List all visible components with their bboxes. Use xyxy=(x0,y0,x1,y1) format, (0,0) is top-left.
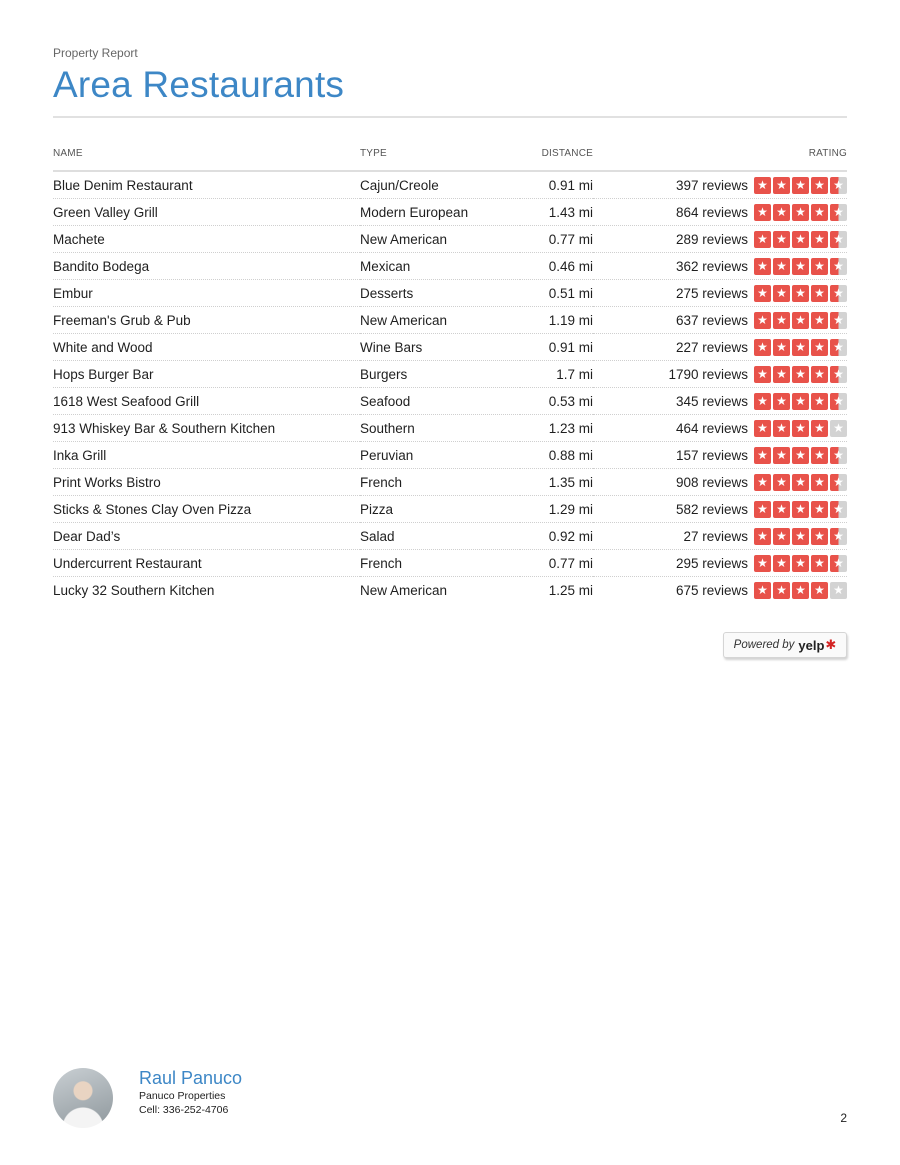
star-icon: ★ xyxy=(792,258,809,275)
star-icon: ★ xyxy=(811,312,828,329)
star-icon: ★ xyxy=(792,393,809,410)
table-row xyxy=(53,469,847,496)
star-icon: ★ xyxy=(754,555,771,572)
star-icon: ★ xyxy=(773,285,790,302)
star-icon: ★ xyxy=(792,366,809,383)
star-icon: ★ xyxy=(792,231,809,248)
restaurant-type: French xyxy=(360,550,520,577)
star-icon: ★ xyxy=(792,204,809,221)
star-icon: ★ xyxy=(754,231,771,248)
star-icon: ★ xyxy=(830,258,847,275)
restaurant-name: Inka Grill xyxy=(53,442,360,469)
table-row xyxy=(53,280,847,307)
restaurant-name: Lucky 32 Southern Kitchen xyxy=(53,582,215,598)
star-icon: ★ xyxy=(830,582,847,599)
star-icon: ★ xyxy=(754,258,771,275)
restaurant-rating xyxy=(593,388,847,415)
star-icon: ★ xyxy=(754,528,771,545)
restaurant-name: Hops Burger Bar xyxy=(53,361,360,388)
star-icon: ★ xyxy=(792,420,809,437)
restaurant-distance: 1.19 mi xyxy=(520,307,593,334)
column-header-type: TYPE xyxy=(360,146,520,171)
star-icon: ★ xyxy=(811,285,828,302)
restaurant-type: Cajun/Creole xyxy=(360,171,520,199)
star-icon: ★ xyxy=(773,312,790,329)
star-icon: ★ xyxy=(773,231,790,248)
rating-group xyxy=(593,528,847,545)
table-header-row xyxy=(53,146,847,171)
star-icon: ★ xyxy=(811,501,828,518)
restaurant-rating xyxy=(593,550,847,577)
powered-by-yelp-badge[interactable] xyxy=(723,632,847,658)
star-icon: ★ xyxy=(811,393,828,410)
restaurant-distance: 0.77 mi xyxy=(520,226,593,253)
yelp-logo: yelp xyxy=(798,637,825,653)
restaurants-table xyxy=(53,146,847,603)
powered-by-label: Powered by xyxy=(733,639,795,651)
star-icon: ★ xyxy=(811,366,828,383)
review-count: 362 reviews xyxy=(675,258,748,274)
star-icon: ★ xyxy=(773,393,790,410)
star-rating xyxy=(754,285,847,302)
restaurant-type: Desserts xyxy=(360,280,520,307)
review-count: 1790 reviews xyxy=(668,366,748,382)
star-icon: ★ xyxy=(830,177,847,194)
star-icon: ★ xyxy=(811,474,828,491)
star-icon: ★ xyxy=(754,366,771,383)
star-icon: ★ xyxy=(830,339,847,356)
restaurant-distance: 1.7 mi xyxy=(520,361,593,388)
review-count: 675 reviews xyxy=(675,582,748,598)
table-row xyxy=(53,577,847,604)
agent-name: Raul Panuco xyxy=(139,1068,243,1088)
star-icon: ★ xyxy=(811,204,828,221)
review-count: 275 reviews xyxy=(675,285,748,301)
star-rating xyxy=(754,177,847,194)
rating-group xyxy=(593,582,847,599)
restaurant-rating xyxy=(593,226,847,253)
star-icon: ★ xyxy=(773,204,790,221)
restaurant-distance: 1.25 mi xyxy=(548,582,593,598)
rating-group xyxy=(593,231,847,248)
star-icon: ★ xyxy=(773,528,790,545)
rating-group xyxy=(593,474,847,491)
restaurant-rating xyxy=(593,307,847,334)
star-rating xyxy=(754,366,847,383)
restaurant-name: Blue Denim Restaurant xyxy=(53,171,360,199)
restaurant-type: New American xyxy=(360,226,520,253)
restaurant-type: French xyxy=(360,469,520,496)
star-rating xyxy=(754,258,847,275)
star-icon: ★ xyxy=(792,501,809,518)
star-rating xyxy=(754,339,847,356)
star-icon: ★ xyxy=(830,501,847,518)
restaurant-rating xyxy=(593,361,847,388)
star-icon: ★ xyxy=(754,501,771,518)
page-title: Area Restaurants xyxy=(53,64,345,105)
table-row xyxy=(53,415,847,442)
rating-group xyxy=(593,447,847,464)
rating-group xyxy=(593,366,847,383)
star-icon: ★ xyxy=(811,231,828,248)
star-icon: ★ xyxy=(792,474,809,491)
table-row xyxy=(53,442,847,469)
star-icon: ★ xyxy=(754,420,771,437)
table-row xyxy=(53,226,847,253)
star-icon: ★ xyxy=(811,447,828,464)
rating-group xyxy=(593,177,847,194)
rating-group xyxy=(593,339,847,356)
restaurant-name: Undercurrent Restaurant xyxy=(53,550,360,577)
column-header-distance: DISTANCE xyxy=(520,146,593,171)
restaurant-type: Pizza xyxy=(360,496,520,523)
table-row xyxy=(53,388,847,415)
agent-cell-phone: Cell: 336-252-4706 xyxy=(139,1104,229,1116)
restaurant-name: Dear Dad’s xyxy=(53,523,360,550)
restaurant-name: 913 Whiskey Bar & Southern Kitchen xyxy=(53,415,360,442)
restaurant-name: Machete xyxy=(53,226,360,253)
star-icon: ★ xyxy=(830,312,847,329)
restaurant-rating xyxy=(593,171,847,199)
star-rating xyxy=(754,501,847,518)
report-subtitle: Property Report xyxy=(53,46,138,60)
restaurant-distance: 0.91 mi xyxy=(520,171,593,199)
star-rating xyxy=(754,231,847,248)
star-icon: ★ xyxy=(773,582,790,599)
review-count: 27 reviews xyxy=(683,528,748,544)
star-rating xyxy=(754,420,847,437)
table-row xyxy=(53,307,847,334)
star-rating xyxy=(754,474,847,491)
star-icon: ★ xyxy=(811,420,828,437)
review-count: 582 reviews xyxy=(675,501,748,517)
restaurant-distance: 1.29 mi xyxy=(520,496,593,523)
restaurant-rating xyxy=(593,496,847,523)
restaurant-type: Mexican xyxy=(360,253,520,280)
star-rating xyxy=(754,582,847,599)
review-count: 864 reviews xyxy=(675,204,748,220)
star-icon: ★ xyxy=(811,528,828,545)
review-count: 464 reviews xyxy=(675,420,748,436)
star-icon: ★ xyxy=(792,582,809,599)
table-row xyxy=(53,199,847,226)
star-icon: ★ xyxy=(792,339,809,356)
title-divider xyxy=(53,116,847,118)
restaurant-rating xyxy=(593,577,847,604)
rating-group xyxy=(593,204,847,221)
star-icon: ★ xyxy=(830,555,847,572)
table-row xyxy=(53,334,847,361)
star-icon: ★ xyxy=(830,366,847,383)
restaurant-distance: 1.23 mi xyxy=(520,415,593,442)
restaurant-type: New American xyxy=(360,307,520,334)
star-icon: ★ xyxy=(754,177,771,194)
review-count: 295 reviews xyxy=(675,555,748,571)
column-header-rating: RATING xyxy=(593,146,847,171)
restaurant-type: Peruvian xyxy=(360,442,520,469)
star-icon: ★ xyxy=(792,447,809,464)
star-icon: ★ xyxy=(773,258,790,275)
restaurant-distance: 0.53 mi xyxy=(520,388,593,415)
restaurant-rating xyxy=(593,523,847,550)
star-icon: ★ xyxy=(773,366,790,383)
avatar xyxy=(53,1068,113,1128)
restaurant-name: Freeman's Grub & Pub xyxy=(53,307,360,334)
star-icon: ★ xyxy=(754,447,771,464)
star-icon: ★ xyxy=(773,474,790,491)
star-icon: ★ xyxy=(830,447,847,464)
star-rating xyxy=(754,555,847,572)
star-icon: ★ xyxy=(811,339,828,356)
table-row xyxy=(53,523,847,550)
star-icon: ★ xyxy=(773,339,790,356)
review-count: 227 reviews xyxy=(675,339,748,355)
star-icon: ★ xyxy=(792,555,809,572)
star-icon: ★ xyxy=(754,339,771,356)
restaurant-rating xyxy=(593,415,847,442)
restaurant-name: Green Valley Grill xyxy=(53,199,360,226)
review-count: 345 reviews xyxy=(675,393,748,409)
restaurant-name: Sticks & Stones Clay Oven Pizza xyxy=(53,496,360,523)
star-rating xyxy=(754,393,847,410)
restaurant-name: White and Wood xyxy=(53,334,360,361)
restaurant-type: New American xyxy=(360,582,448,598)
restaurant-name: 1618 West Seafood Grill xyxy=(53,388,360,415)
star-icon: ★ xyxy=(830,231,847,248)
star-rating xyxy=(754,447,847,464)
agent-company: Panuco Properties xyxy=(139,1090,226,1102)
restaurant-rating xyxy=(593,334,847,361)
star-icon: ★ xyxy=(754,285,771,302)
restaurant-distance: 0.46 mi xyxy=(520,253,593,280)
star-icon: ★ xyxy=(754,204,771,221)
restaurant-name: Embur xyxy=(53,280,360,307)
star-icon: ★ xyxy=(754,582,771,599)
star-icon: ★ xyxy=(811,177,828,194)
restaurants-table-body xyxy=(53,171,847,603)
column-header-name: NAME xyxy=(53,146,360,171)
review-count: 157 reviews xyxy=(675,447,748,463)
restaurant-type: Seafood xyxy=(360,388,520,415)
restaurant-distance: 1.35 mi xyxy=(520,469,593,496)
page-number: 2 xyxy=(840,1111,847,1125)
star-icon: ★ xyxy=(773,420,790,437)
restaurant-type: Modern European xyxy=(360,199,520,226)
table-row xyxy=(53,171,847,199)
rating-group xyxy=(593,393,847,410)
restaurant-rating xyxy=(593,469,847,496)
star-icon: ★ xyxy=(754,393,771,410)
star-icon: ★ xyxy=(811,555,828,572)
star-icon: ★ xyxy=(830,393,847,410)
star-icon: ★ xyxy=(773,177,790,194)
restaurant-rating xyxy=(593,199,847,226)
star-icon: ★ xyxy=(773,501,790,518)
yelp-burst-icon: ✱ xyxy=(825,637,837,652)
star-icon: ★ xyxy=(754,474,771,491)
star-icon: ★ xyxy=(811,582,828,599)
star-icon: ★ xyxy=(792,177,809,194)
star-icon: ★ xyxy=(830,528,847,545)
review-count: 289 reviews xyxy=(675,231,748,247)
restaurant-rating xyxy=(593,442,847,469)
review-count: 908 reviews xyxy=(675,474,748,490)
restaurant-name: Bandito Bodega xyxy=(53,253,360,280)
table-row xyxy=(53,550,847,577)
rating-group xyxy=(593,555,847,572)
restaurant-type: Burgers xyxy=(360,361,520,388)
restaurant-distance: 0.91 mi xyxy=(520,334,593,361)
table-row xyxy=(53,253,847,280)
restaurant-type: Salad xyxy=(360,523,520,550)
restaurant-distance: 1.43 mi xyxy=(520,199,593,226)
review-count: 397 reviews xyxy=(675,177,748,193)
restaurant-type: Wine Bars xyxy=(360,334,520,361)
table-row xyxy=(53,361,847,388)
table-row xyxy=(53,496,847,523)
rating-group xyxy=(593,285,847,302)
star-icon: ★ xyxy=(792,528,809,545)
review-count: 637 reviews xyxy=(675,312,748,328)
star-icon: ★ xyxy=(830,420,847,437)
restaurant-name: Print Works Bistro xyxy=(53,469,360,496)
rating-group xyxy=(593,420,847,437)
star-rating xyxy=(754,204,847,221)
rating-group xyxy=(593,258,847,275)
report-page xyxy=(53,0,847,1165)
star-icon: ★ xyxy=(830,285,847,302)
restaurant-distance: 0.51 mi xyxy=(520,280,593,307)
star-rating xyxy=(754,312,847,329)
restaurant-distance: 0.88 mi xyxy=(520,442,593,469)
star-icon: ★ xyxy=(830,474,847,491)
restaurant-distance: 0.92 mi xyxy=(520,523,593,550)
star-rating xyxy=(754,528,847,545)
restaurant-rating xyxy=(593,253,847,280)
star-icon: ★ xyxy=(773,555,790,572)
restaurant-type: Southern xyxy=(360,415,520,442)
rating-group xyxy=(593,312,847,329)
star-icon: ★ xyxy=(792,285,809,302)
restaurant-rating xyxy=(593,280,847,307)
rating-group xyxy=(593,501,847,518)
star-icon: ★ xyxy=(773,447,790,464)
star-icon: ★ xyxy=(811,258,828,275)
star-icon: ★ xyxy=(830,204,847,221)
star-icon: ★ xyxy=(754,312,771,329)
restaurant-distance: 0.77 mi xyxy=(520,550,593,577)
star-icon: ★ xyxy=(792,312,809,329)
